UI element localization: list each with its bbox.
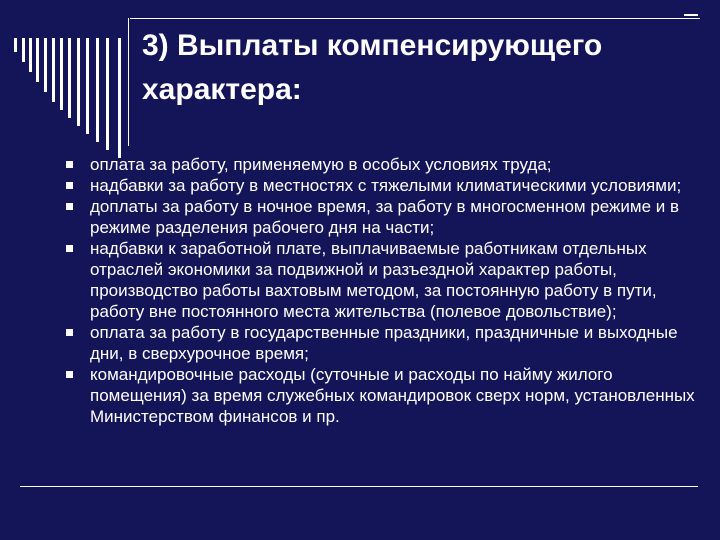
list-item	[66, 154, 696, 175]
decorative-bar	[68, 38, 71, 118]
list-item-text: доплаты за работу в ночное время, за работу в многосменном режиме и в режиме разделения рабочего дня на части;	[90, 197, 680, 237]
list-item	[66, 322, 696, 364]
decorative-bar	[118, 38, 121, 158]
top-corner-accent	[684, 14, 698, 16]
list-item-text: надбавки за работу в местностях с тяжелыми климатическими условиями;	[90, 176, 682, 195]
decorative-bar	[96, 38, 99, 142]
decorative-bar	[22, 38, 25, 62]
square-bullet-icon	[66, 329, 73, 336]
decorative-bar	[60, 38, 63, 110]
list-item	[66, 364, 696, 427]
square-bullet-icon	[66, 161, 73, 168]
vertical-divider	[128, 18, 129, 146]
slide-title	[142, 24, 702, 112]
list-item-text: оплата за работу, применяемую в особых условиях труда;	[90, 155, 552, 174]
bottom-divider	[20, 486, 698, 487]
list-item	[66, 196, 696, 238]
list-item-text: оплата за работу в государственные праздники, праздничные и выходные дни, в сверхурочное время;	[90, 323, 678, 363]
list-item	[66, 238, 696, 322]
square-bullet-icon	[66, 203, 73, 210]
decorative-bar	[77, 38, 80, 126]
decorative-bars	[14, 16, 144, 144]
square-bullet-icon	[66, 182, 73, 189]
decorative-bar	[106, 38, 109, 150]
decorative-bar	[29, 38, 32, 72]
list-item-text: командировочные расходы (суточные и расходы по найму жилого помещения) за время служебных командировок сверх норм, установленных Министерством финансов и пр.	[90, 365, 695, 426]
list-item	[66, 175, 696, 196]
decorative-bar	[36, 38, 39, 82]
square-bullet-icon	[66, 371, 73, 378]
decorative-bar	[44, 38, 47, 92]
decorative-bar	[52, 38, 55, 102]
decorative-bar	[86, 38, 89, 134]
decorative-bar	[14, 38, 17, 52]
slide-title-line: 3) Выплаты компенсирующего	[142, 29, 603, 62]
square-bullet-icon	[66, 245, 73, 252]
slide-title-line: характера:	[142, 73, 302, 106]
top-divider	[130, 18, 700, 19]
list-item-text: надбавки к заработной плате, выплачиваемые работникам отдельных отраслей экономики за подвижной и разъездной характер работы, производство работы вахтовым методом, за постоянную работу в пути, работу вне постоянного места жительства (полевое довольствие);	[90, 239, 657, 321]
bullet-list	[66, 154, 696, 427]
